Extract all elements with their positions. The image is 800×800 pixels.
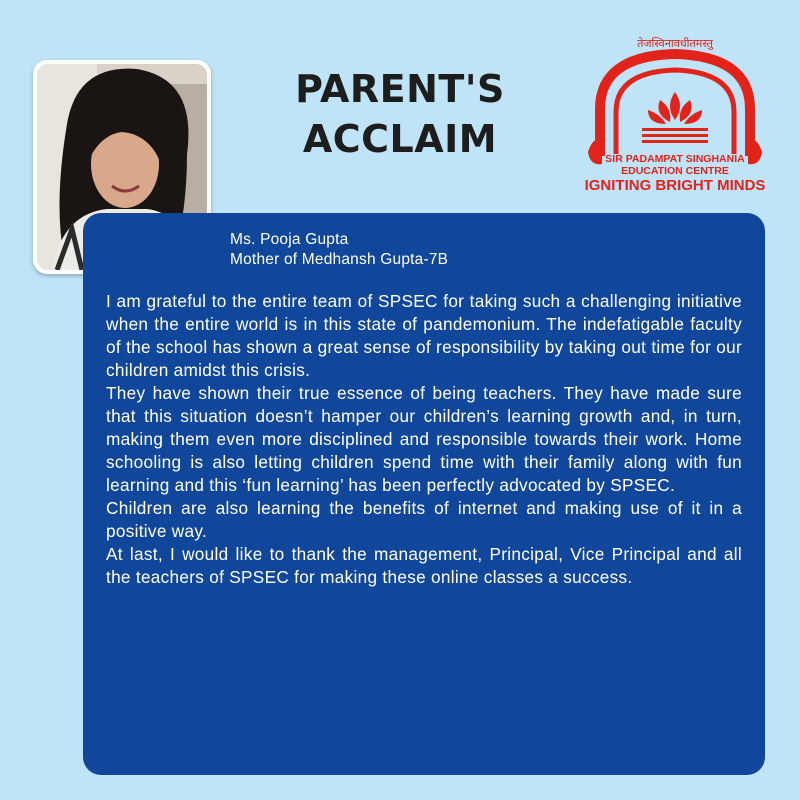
- logo-motto: तेजस्विनावधीतमस्तु: [637, 37, 713, 50]
- parent-attribution: [230, 230, 448, 270]
- logo-tagline: IGNITING BRIGHT MINDS: [584, 177, 766, 194]
- logo-school-line-2: EDUCATION CENTRE: [621, 165, 729, 177]
- heading-line-2: ACCLAIM: [302, 117, 498, 161]
- parent-name: Ms. Pooja Gupta: [230, 231, 349, 248]
- logo-school-line-1: SIR PADAMPAT SINGHANIA: [605, 153, 745, 165]
- testimonial-paragraph: At last, I would like to thank the management, Principal, Vice Principal and all the teachers of SPSEC for making these online classes a success.: [106, 544, 742, 587]
- testimonial-text: [106, 290, 742, 589]
- testimonial-paragraph: They have shown their true essence of being teachers. They have made sure that this situation doesn’t hamper our children’s learning growth and, in turn, making them even more disciplined and responsible towards their work. Home schooling is also letting children spend time with their family along with fun learning and this ‘fun learning’ has been perfectly advocated by SPSEC.: [106, 383, 742, 495]
- page-heading: [250, 64, 550, 164]
- parent-relation: Mother of Medhansh Gupta-7B: [230, 251, 449, 268]
- school-logo: [580, 34, 770, 194]
- testimonial-paragraph: I am grateful to the entire team of SPSEC for taking such a challenging initiative when the entire world is in this state of pandemonium. The indefatigable faculty of the school has shown a great sense of responsibility by taking out time for our children amidst this crisis.: [106, 291, 742, 380]
- testimonial-paragraph: Children are also learning the benefits of internet and making use of it in a positive way.: [106, 498, 742, 541]
- heading-line-1: PARENT'S: [295, 67, 505, 111]
